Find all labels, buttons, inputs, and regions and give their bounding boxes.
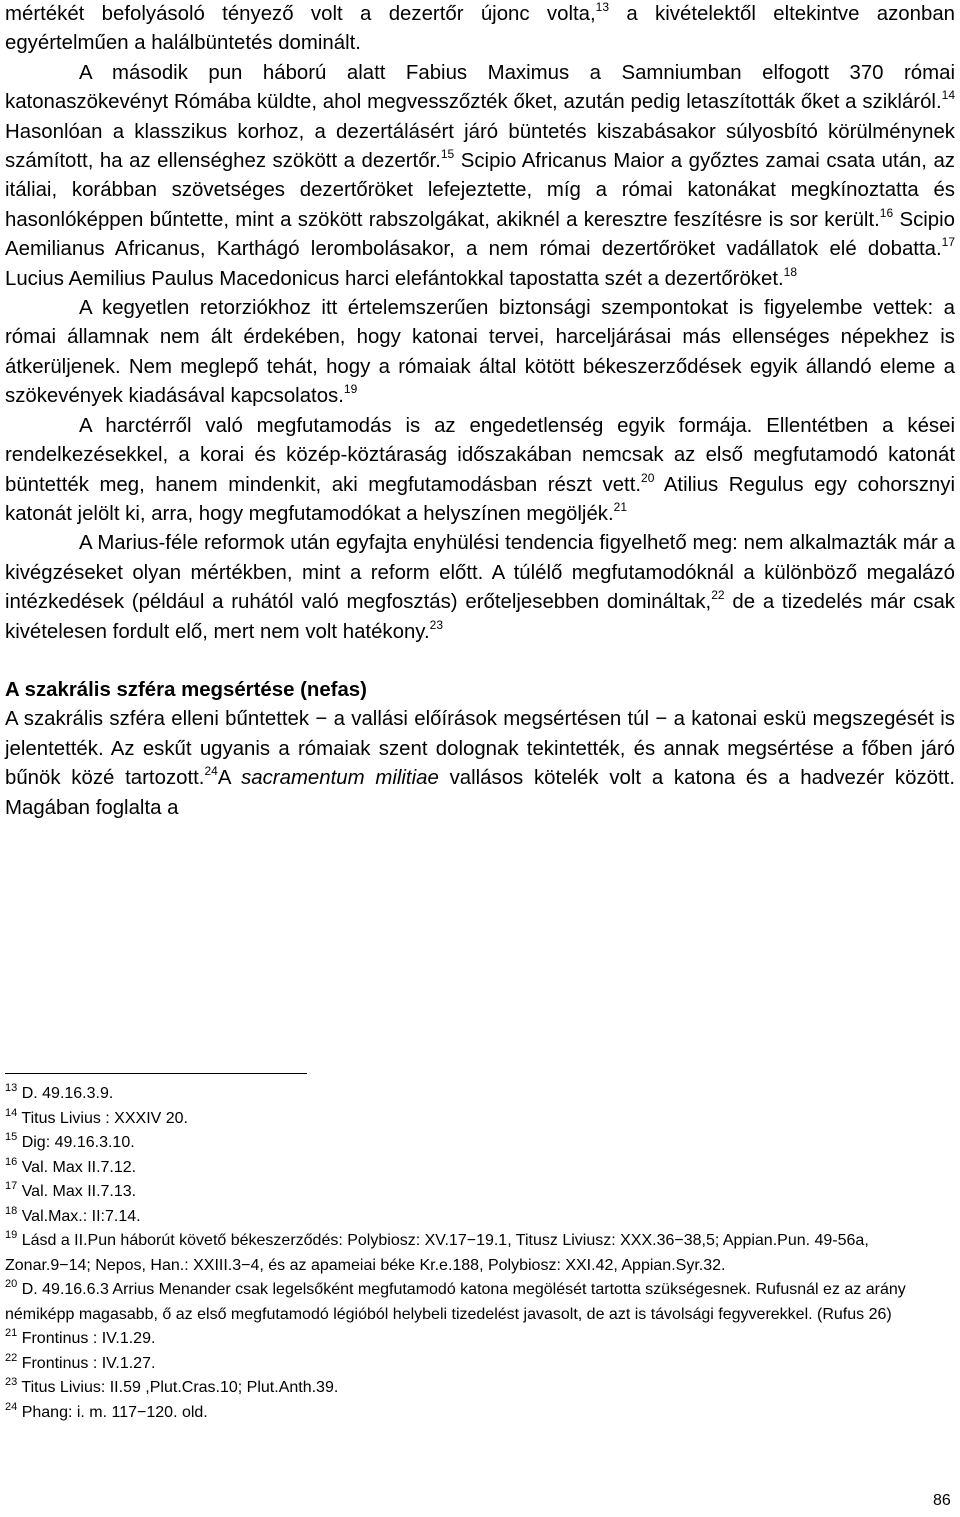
paragraph-4: A harctérről való megfutamodás is az engedetlenség egyik formája. Ellentétben a kései rendelkezésekkel, a korai és közép-köztáraság időszakában nemcsak az első megfutamodó katonát büntették meg, hanem mindenkit, aki megfutamodásban részt vett.$^{20}$ Atilius Regulus egy cohorsznyi katonát jelölt ki, arra, hogy megfutamodókat a helyszínen megöljék.$^{21}$ — [5, 414, 956, 525]
footnote-ref[interactable]: 19 — [343, 382, 358, 397]
footnote-16: $^{16}$ Val. Max II.7.12. — [5, 1155, 137, 1176]
footnote-13: $^{13}$ D. 49.16.3.9. — [5, 1082, 114, 1102]
footnote-17: $^{17}$ Val. Max II.7.13. — [5, 1180, 137, 1200]
footnote-21: $^{21}$ Frontinus : IV.1.29. — [5, 1327, 156, 1347]
footnote-19: $^{19}$ Lásd a II.Pun háborút követő békeszerződés: Polybiosz: XV.17−19.1, Titusz Liviusz: XXX.36−38,5; Appian.Pun. 49-56a, Zonar.9−14; Nepos, Han.: XXIII.3−4, és az apameiai béke Kr.e.188, Polybiosz: XXI.42, Appian.Syr.32. — [5, 1229, 869, 1274]
footnote-18: $^{18}$ Val.Max.: II:7.14. — [5, 1204, 141, 1225]
footnote-22: $^{22}$ Frontinus : IV.1.27. — [5, 1351, 156, 1372]
footnote-23: $^{23}$ Titus Livius: II.59 ,Plut.Cras.10; Plut.Anth.39. — [5, 1376, 339, 1396]
paragraph-3: A kegyetlen retorziókhoz itt értelemszerűen biztonsági szempontokat is figyelembe vettek: a római államnak nem ált érdekében, hogy katonai tervei, harceljárásai más ellenséges népekhez is átkerüljenek. Nem meglepő tehát, hogy a rómaiak által kötött békeszerződések egyik állandó eleme a szökevények kiadásával kapcsolatos.$^{19}$ — [5, 297, 955, 408]
footnote-ref[interactable]: 24 — [204, 764, 218, 779]
footnote-15: $^{15}$ Dig: 49.16.3.10. — [5, 1131, 135, 1151]
spacer — [5, 647, 955, 676]
footnote-24: $^{24}$ Phang: i. m. 117−120. old. — [5, 1400, 208, 1421]
footnote-ref[interactable]: 21 — [613, 499, 628, 514]
footnote-14: $^{14}$ Titus Livius : XXXIV 20. — [5, 1106, 188, 1127]
footnote-ref[interactable]: 23 — [429, 617, 443, 632]
main-text — [5, 0, 955, 823]
page-number: 86 — [933, 1492, 951, 1509]
footnote-ref[interactable]: 15 — [440, 147, 455, 162]
footnote-ref[interactable]: 20 — [641, 470, 655, 485]
footnote-ref[interactable]: 13 — [595, 0, 610, 14]
paragraph-5: A Marius-féle reformok után egyfajta enyhülési tendencia figyelhető meg: nem alkalmazták már a kivégzéseket olyan mértékben, mint a reform előtt. A túlélő megfutamodóknál a különböző megalázó intézkedések (például a ruhától való megfosztás) erőteljesebben domináltak,$^{22}$ de a tizedelés már csak kivételesen fordult elő, mert nem volt hatékony.$^{23}$ — [5, 532, 956, 643]
latin-term: sacramentum militiae — [241, 767, 439, 790]
footnote-separator — [5, 1073, 307, 1074]
footnote-20: $^{20}$ D. 49.16.6.3 Arrius Menander csak legelsőként megfutamodó katona megölését tartotta szükségesnek. Rufusnál ez az arány némiképp magasabb, ő az első megfutamodó légióból helybeli tizedelést javasolt, de azt is távolsági fegyverekkel. (Rufus 26) — [5, 1278, 906, 1323]
paragraph-2: A második pun háború alatt Fabius Maximus a Samniumban elfogott 370 római katonaszökevényt Rómába küldte, ahol megvesszőzték őket, azután pedig letaszították őket a szikláról.$^{14}$ Hasonlóan a klasszikus korhoz, a dezertálásért járó büntetés kiszabásakor súlyosbító körülménynek számított, ha az ellenséghez szökött a dezertőr.$^{15}$ Scipio Africanus Maior a győztes zamai csata után, az itáliai, korábban szövetséges dezertőröket lefejeztette, míg a római katonákat megkínoztatta és hasonlóképpen bűntette, mint a szökött rabszolgákat, akiknél a keresztre feszítésre is sor került.$^{16}$ Scipio Aemilianus Africanus, Karthágó lerombolásakor, a nem római dezertőröket vadállatok elé dobatta.$^{17}$ Lucius Aemilius Paulus Macedonicus harci elefántokkal tapostatta szét a dezertőröket.$^{18}$ — [5, 61, 956, 290]
paragraph-6: A szakrális szféra elleni bűntettek − a vallási előírások megsértésen túl − a katonai eskü megszegését is jelentették. Az eskűt ugyanis a rómaiak szent dolognak tekintették, és annak megsértése a főben járó bűnök közé tartozott.$^{24}$A sacramentum militiae vallásos kötelék volt a katona és a hadvezér között. Magában foglalta a — [5, 708, 956, 819]
footnote-ref[interactable]: 14 — [941, 88, 955, 103]
footnote-ref[interactable]: 16 — [879, 205, 894, 220]
footnote-ref[interactable]: 18 — [783, 264, 798, 279]
section-heading: A szakrális szféra megsértése (nefas) — [5, 678, 367, 701]
footnote-ref[interactable]: 17 — [941, 235, 955, 250]
footnotes — [5, 1082, 955, 1425]
paragraph-1: mértékét befolyásoló tényező volt a dezertőr újonc volta,$^{13}$ a kivételektől eltekintve azonban egyértelműen a halálbüntetés dominált. — [5, 0, 955, 55]
footnote-ref[interactable]: 22 — [711, 588, 725, 603]
